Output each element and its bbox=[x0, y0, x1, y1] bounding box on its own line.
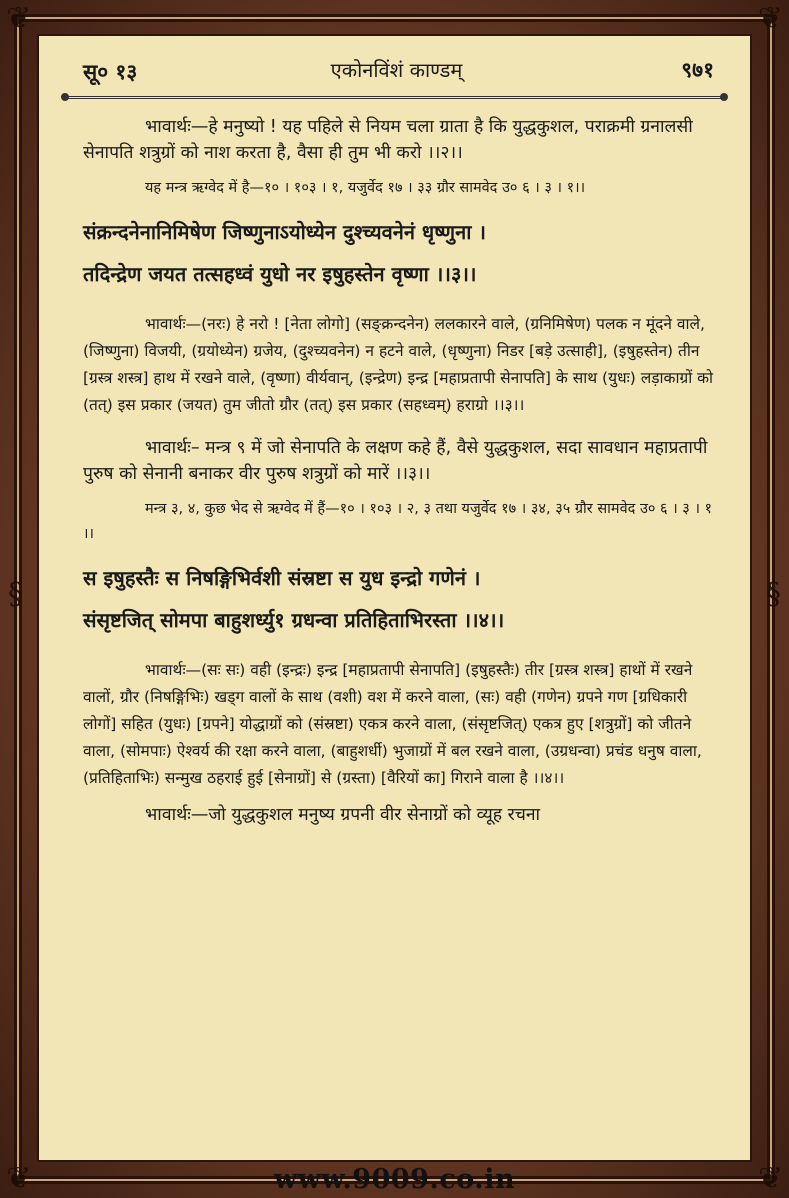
corner-ornament-top-right-icon: ❦ bbox=[757, 1, 783, 36]
page-header bbox=[39, 54, 752, 88]
bhavarth-paragraph-3: भावार्थः– मन्त्र ९ में जो सेनापति के लक्षण कहे हैं, वैसे युद्धकुशल, सदा सावधान महाप्रतापी पुरुष को सेनानी बनाकर वीर पुरुष शत्रुग्रों को मारें ।।३।। bbox=[83, 438, 708, 484]
mantra-4-line-1: स इषुहस्तैः स निषङ्गिभिर्वशी संस्रष्टा स युध इन्द्रो गणेनं । bbox=[83, 566, 481, 590]
mantra-3-line-1: संक्रन्दनेनानिमिषेण जिष्णुनाऽयोध्येन दुश्च्यवनेनं धृष्णुना । bbox=[83, 220, 486, 244]
corner-ornament-top-left-icon: ❦ bbox=[6, 1, 32, 36]
side-ornament-right-icon: § bbox=[766, 577, 781, 612]
corner-ornament-bottom-left-icon: ❦ bbox=[6, 1161, 32, 1196]
word-meaning-paragraph-4: भावार्थः—(सः सः) वही (इन्द्रः) इन्द्र [महाप्रतापी सेनापति] (इषुहस्तैः) तीर [ग्रस्त्र शस्त्र] हाथों में रखने वालों, ग्रौर (निषङ्गिभिः) खड्ग वालों के साथ (वशी) वश में करने वाला, (सः) वही (गणेन) ग्रपने गण [ग्रधिकारी लोगों] सहित (युधः) [ग्रपने] योद्धाग्रों को (संस्रष्टा) एकत्र करने वाला, (संसृष्टजित्) एकत्र हुए [शत्रुग्रों] को जीतने वाला, (सोमपाः) ऐश्वर्य की रक्षा करने वाला, (बाहुशर्धी) भुजाग्रों में बल रखने वाला, (उग्रधन्वा) प्रचंड धनुष वाला, (प्रतिहिताभिः) सन्मुख ठहराई हुई [सेनाग्रों] से (ग्रस्ता) [वैरियों का] गिराने वाला है ।।४।। bbox=[83, 661, 702, 787]
sukta-number: सू० १३ bbox=[83, 59, 138, 84]
chapter-title: एकोनविंशं काण्डम् bbox=[330, 58, 463, 82]
header-divider bbox=[67, 96, 722, 99]
page-number: ९७१ bbox=[681, 57, 714, 82]
bhavarth-paragraph-4: भावार्थः—जो युद्धकुशल मनुष्य ग्रपनी वीर सेनाग्रों को व्यूह रचना bbox=[145, 805, 541, 825]
mantra-3-line-2: तदिन्द्रेण जयत तत्सहध्वं युधो नर इषुहस्तेन वृष्णा ।।३।। bbox=[83, 262, 477, 286]
bhavarth-paragraph-1: भावार्थः—हे मनुष्यो ! यह पहिले से नियम चला ग्राता है कि युद्धकुशल, पराक्रमी ग्रनालसी सेनापति शत्रुग्रों को नाश करता है, वैसा ही तुम भी करो ।।२।। bbox=[83, 117, 693, 163]
scripture-page bbox=[37, 34, 752, 1162]
side-ornament-left-icon: § bbox=[8, 577, 23, 612]
mantra-4-line-2: संसृष्टजित् सोमपा बाहुशर्ध्यु१ ग्रधन्वा प्रतिहिताभिरस्ता ।।४।। bbox=[83, 608, 505, 632]
page-content bbox=[83, 114, 723, 828]
website-watermark: www.9009.co.in bbox=[273, 1164, 516, 1195]
reference-note-2: मन्त्र ३, ४, कुछ भेद से ऋग्वेद में हैं—१० । १०३ । २, ३ तथा यजुर्वेद १७ । ३४, ३५ ग्रौर सामवेद उ० ६ । ३ । १ ।। bbox=[83, 501, 713, 542]
corner-ornament-bottom-right-icon: ❦ bbox=[757, 1161, 783, 1196]
word-meaning-paragraph-3: भावार्थः—(नरः) हे नरो ! [नेता लोगो] (सङ्क्रन्दनेन) ललकारने वाले, (ग्रनिमिषेण) पलक न मूंदने वाले, (जिष्णुना) विजयी, (ग्रयोध्येन) ग्रजेय, (दुश्च्यवनेन) न हटने वाले, (धृष्णुना) निडर [बड़े उत्साही], (इषुहस्तेन) तीन [ग्रस्त्र शस्त्र] हाथ में रखने वाले, (वृष्णा) वीर्यवान्, (इन्द्रेण) इन्द्र [महाप्रतापी सेनापति] के साथ (युधः) लड़ाकाग्रों को (तत्) इस प्रकार (जयत) तुम जीतो ग्रौर (तत्) इस प्रकार (सहध्वम्) हराग्रो ।।३।। bbox=[83, 315, 714, 414]
reference-note-1: यह मन्त्र ऋग्वेद में है—१० । १०३ । १, यजुर्वेद १७ । ३३ ग्रौर सामवेद उ० ६ । ३ । १।। bbox=[145, 180, 586, 196]
